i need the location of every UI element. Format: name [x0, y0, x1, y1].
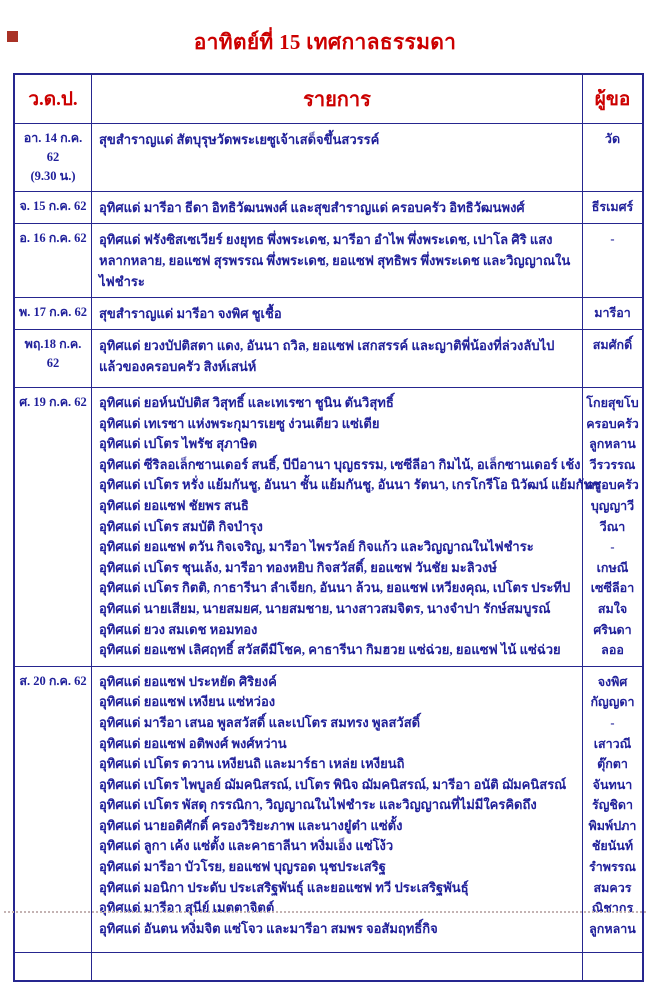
requester-name: - — [610, 232, 615, 246]
date-cell — [15, 388, 92, 666]
requester-cell — [583, 330, 642, 387]
mass-intention-text: อุทิศแด่ เปโตร ดวาน เหงียนถิ และมาร์ธา เหล่ย เหงียนถิ — [99, 756, 405, 772]
requester-name: วัด — [604, 132, 621, 146]
requester-name: ตุ๊กตา — [597, 757, 628, 772]
mass-intention-text: อุทิศแด่ ลูกา เค้ง แซ่ตั้ง และคาธาลีนา หงิ่มเอ็ง แซ่โง้ว — [99, 838, 394, 854]
table-body — [15, 124, 642, 980]
mass-intention-text: อุทิศแด่ ซีริลอเล็กซานเดอร์ สนธิ์, บีบีอานา บุญธรรม, เซซีลีอา กิมไน้, อเล็กซานเดอร์ เช้ง — [99, 456, 581, 472]
requester-name: โกยสุขโบ — [586, 396, 639, 410]
items-cell — [92, 124, 583, 191]
requester-name: เกษณี — [596, 560, 629, 575]
requester-name: ลูกหลาน — [589, 921, 636, 936]
date-cell — [15, 298, 92, 329]
requester-name: ครอบครัว — [586, 478, 639, 493]
table-row — [15, 298, 642, 330]
date-cell — [15, 667, 92, 952]
table-row — [15, 953, 642, 980]
mass-intention-text: อุทิศแด่ มารีอา สุนีย์ เมตตาจิตต์ — [99, 900, 275, 916]
requester-name: รัญชิดา — [592, 798, 633, 813]
mass-intention-text: อุทิศแด่ ยอแซฟ ประหยัด ศิริยงค์ — [99, 673, 277, 689]
requester-cell — [583, 224, 642, 297]
date-cell — [15, 330, 92, 387]
page-title: อาทิตย์ที่ 15 เทศกาลธรรมดา — [193, 30, 457, 54]
requester-name: - — [610, 715, 615, 730]
mass-intention-text: อุทิศแด่ เปโตร พัสดุ กรรณิกา, วิญญาณในไฟชำระ และวิญญาณที่ไม่มีใครคิดถึง — [99, 797, 537, 813]
requester-cell — [583, 953, 642, 980]
requester-name: ลูกหลาน — [589, 437, 636, 452]
requester-name: สมใจ — [597, 601, 628, 616]
requester-name: รำพรรณ — [589, 860, 636, 875]
mass-intention-text: อุทิศแด่ เปโตร กิตติ, กาธารีนา ลำเจียก, อันนา ล้วน, ยอแซฟ เหวียงคุณ, เปโตร ประทีป — [99, 580, 571, 596]
date-cell — [15, 192, 92, 223]
mass-intention-text: อุทิศแด่ อันตน หงิ่มจิต แซ่โจว และมารีอา สมพร จอสัมฤทธิ์กิจ — [99, 920, 438, 936]
date-text: อา. 14 ก.ค. 62 — [23, 131, 83, 164]
date-text: (9.30 น.) — [30, 169, 76, 183]
mass-intention-text: อุทิศแด่ มอนิกา ประดับ ประเสริฐพันธุ์ และยอแซฟ ทวี ประเสริฐพันธุ์ — [99, 879, 469, 895]
mass-intention-text: สุขสำราญแด่ สัตบุรุษวัดพระเยซูเจ้าเสด็จขึ้นสวรรค์ — [99, 132, 380, 147]
mass-intention-text: อุทิศแด่ เปโตร สมบัติ กิจบำรุง — [99, 518, 263, 534]
requester-cell — [583, 667, 642, 952]
requester-name: วีณา — [599, 519, 626, 534]
table-row — [15, 224, 642, 298]
requester-name: บุญญาวี — [590, 498, 635, 513]
date-text: อ. 16 ก.ค. 62 — [19, 231, 87, 245]
requester-cell — [583, 124, 642, 191]
header-date-column: ว.ด.ป. — [15, 75, 92, 123]
mass-intention-text: อุทิศแด่ เปโตร ไพรัช สุภาษิต — [99, 436, 258, 452]
mass-intention-text: อุทิศแด่ ยอแซฟ เหงียน แซ่หว่อง — [99, 694, 276, 710]
date-cell — [15, 224, 92, 297]
mass-intention-text: อุทิศแด่ นายอดิศักดิ์ ครองวิริยะภาพ และนางยู๋ต๋า แซ่ตั้ง — [99, 817, 403, 833]
requester-name: พิมพ์ปภา — [588, 818, 637, 833]
mass-intention-text: อุทิศแด่ ยอแซฟ ตวัน กิจเจริญ, มารีอา ไพรวัลย์ กิจแก้ว และวิญญาณในไฟชำระ — [99, 539, 534, 555]
requester-name: - — [610, 540, 615, 555]
items-cell — [92, 388, 602, 666]
requester-name: เซซีลีอา — [590, 581, 635, 596]
requester-name: มารีอา — [594, 306, 631, 320]
mass-intention-text: อุทิศแด่ ยวง สมเดช หอมทอง — [99, 621, 258, 637]
table-row — [15, 192, 642, 224]
requester-name: ชัยนันท์ — [591, 839, 634, 854]
table-row — [15, 388, 642, 667]
mass-intention-text: อุทิศแด่ นายเสียม, นายสมยศ, นายสมชาย, นางสาวสมจิตร, นางจำปา รักษ์สมบูรณ์ — [99, 600, 551, 616]
mass-intention-text: อุทิศแด่ มารีอา ธีดา อิทธิวัฒนพงศ์ และสุขสำราญแด่ ครอบครัว อิทธิวัฒนพงศ์ — [99, 200, 525, 215]
mass-intention-text: อุทิศแด่ ยอแซฟ ชัยพร สนธิ — [99, 497, 249, 513]
mass-intention-text: สุขสำราญแด่ มารีอา จงพิศ ชูเชื้อ — [99, 306, 282, 321]
items-cell — [92, 667, 583, 952]
header-requester-column: ผู้ขอ — [594, 89, 631, 110]
table-header-row — [15, 75, 642, 124]
mass-intentions-table — [13, 73, 644, 982]
mass-intention-text: อุทิศแด่ ยอแซฟ อติพงศ์ พงศ์หว่าน — [99, 735, 287, 751]
mass-intention-text: อุทิศแด่ ยวงบัปติสตา แดง, อันนา ถวิล, ยอแซฟ เสกสรรค์ และญาติพี่น้องที่ล่วงลับไปแล้วของครอบครัว สิงห์เสน่ห์ — [99, 338, 555, 374]
date-text: ส. 20 ก.ค. 62 — [19, 673, 87, 688]
requester-name: ครอบครัว — [586, 416, 639, 431]
requester-name: กัญญดา — [590, 695, 635, 710]
date-cell — [15, 124, 92, 191]
date-cell — [15, 953, 92, 980]
requester-name: ลออ — [601, 643, 624, 658]
requester-name: ศรินดา — [593, 622, 632, 637]
date-text: จ. 15 ก.ค. 62 — [19, 199, 87, 213]
mass-intention-text: อุทิศแด่ เทเรซา แห่งพระกุมารเยซู ง่วนเตียว แซ่เตีย — [99, 415, 380, 431]
date-text: พ. 17 ก.ค. 62 — [19, 305, 87, 319]
mass-intention-text: อุทิศแด่ เปโตร ไพบูลย์ ฌัมคนิสรณ์, เปโตร พินิจ ฌัมคนิสรณ์, มารีอา อนัติ ฌัมคนิสรณ์ — [99, 776, 567, 792]
items-cell — [92, 953, 583, 980]
requester-name: สมศักดิ์ — [592, 338, 633, 352]
items-cell — [92, 192, 583, 223]
mass-intention-text: อุทิศแด่ เปโตร หรั่ง แย้มกันชู, อันนา ชั้น แย้มกันชู, อันนา รัตนา, เกรโกรีโอ นิวัฒน์ แย้มกันชู — [99, 477, 602, 493]
items-cell — [92, 298, 583, 329]
page-boundary-line — [4, 911, 646, 913]
requester-name: จงพิศ — [597, 674, 628, 689]
requester-name: เสาวณี — [593, 736, 632, 751]
table-row — [15, 124, 642, 192]
requester-name: วีรวรรณ — [589, 457, 636, 472]
requester-name: ณิชากร — [591, 901, 634, 916]
date-text: พฤ.18 ก.ค. 62 — [24, 337, 82, 370]
mass-intention-text: อุทิศแด่ มารีอา เสนอ พูลสวัสดิ์ และเปโตร สมทรง พูลสวัสดิ์ — [99, 714, 421, 730]
mass-intention-text: อุทิศแด่ ฟรังซิสเซเวียร์ ยงยุทธ พึ่งพระเดช, มารีอา อำไพ พึ่งพระเดช, เปาโล ศิริ แสงหลากหลาย, ยอแซฟ สุรพรรณ พึ่งพระเดช, ยอแซฟ สุทธิพร พึ่งพระเดช และวิญญาณในไฟชำระ — [99, 232, 571, 289]
items-cell — [92, 224, 583, 297]
mass-intention-text: อุทิศแด่ ยอแซฟ เลิศฤทธิ์ สวัสดีมีโชค, คาธารีนา กิมฮวย แซ่ฉ่วย, ยอแซฟ ไน้ แซ่ฉ่วย — [99, 642, 561, 658]
mass-intention-text: อุทิศแด่ มารีอา บัวโรย, ยอแซฟ บุญรอด นุชประเสริฐ — [99, 859, 386, 875]
items-cell — [92, 330, 583, 387]
table-row — [15, 330, 642, 388]
requester-name: สมควร — [593, 880, 632, 895]
date-text: ศ. 19 ก.ค. 62 — [19, 395, 87, 409]
mass-intention-text: อุทิศแด่ ยอห์นบัปติส วิสุทธิ์ และเทเรซา ชูนิน ตันวิสุทธิ์ — [99, 395, 394, 410]
requester-name: จันทนา — [592, 777, 633, 792]
requester-cell — [583, 388, 642, 666]
header-items-column: รายการ — [92, 75, 583, 123]
requester-cell — [583, 298, 642, 329]
requester-name: ธีรเมศร์ — [591, 200, 634, 214]
table-row — [15, 667, 642, 953]
mass-intention-text: อุทิศแด่ เปโตร ชุนเล้ง, มารีอา ทองหยิบ กิจสวัสดิ์, ยอแซฟ วันชัย มะลิวงษ์ — [99, 559, 497, 575]
requester-cell — [583, 192, 642, 223]
